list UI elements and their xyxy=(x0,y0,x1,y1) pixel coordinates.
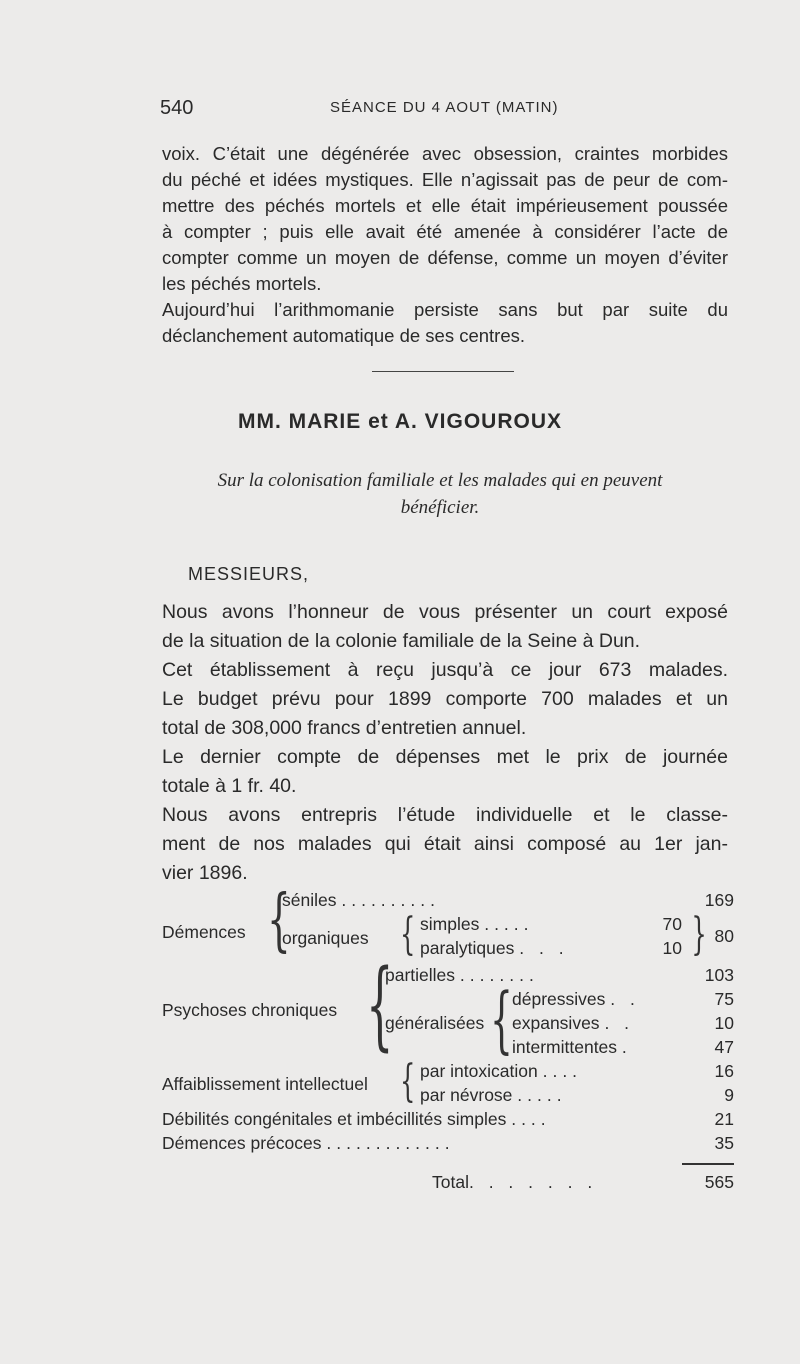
text-line: total de 308,000 francs d’entretien annuel. xyxy=(162,717,527,739)
leader-dots: ............. xyxy=(326,1133,455,1153)
value-nevrose: 9 xyxy=(724,1085,734,1105)
text-line: vier 1896. xyxy=(162,862,248,884)
page-number: 540 xyxy=(160,97,194,119)
row-debilites xyxy=(162,1109,551,1130)
row-depressives xyxy=(512,989,640,1010)
salutation: MESSIEURS, xyxy=(188,564,310,584)
text-line: Nous avons l’honneur de vous présenter un court exposé xyxy=(162,601,728,623)
row-label: dépressives xyxy=(512,989,606,1009)
value-partielles: 103 xyxy=(704,965,734,985)
value-intermittentes: 47 xyxy=(714,1037,734,1057)
leader-dots: . xyxy=(621,1037,632,1057)
row-simples xyxy=(420,914,534,935)
row-intoxication xyxy=(420,1061,582,1082)
row-label: intermittentes xyxy=(512,1037,618,1057)
affaiblissement-label: Affaiblissement intellectuel xyxy=(162,1074,368,1094)
text-line: les péchés mortels. xyxy=(162,273,322,294)
value-simples: 70 xyxy=(662,914,682,934)
brace-generalisees: { xyxy=(490,977,513,1061)
row-nevrose xyxy=(420,1085,567,1106)
row-partielles xyxy=(385,965,539,986)
value-total: 565 xyxy=(704,1172,734,1192)
brace-demences: { xyxy=(267,881,291,960)
leader-dots: ..... xyxy=(517,1085,567,1105)
psychoses-label: Psychoses chroniques xyxy=(162,1000,338,1020)
text-line: Nous avons entrepris l’étude individuelle et le classe- xyxy=(162,804,728,826)
value-debilites: 21 xyxy=(714,1109,734,1129)
row-label: par névrose xyxy=(420,1085,513,1105)
running-head: SÉANCE DU 4 AOUT (MATIN) xyxy=(330,99,559,116)
row-label: par intoxication xyxy=(420,1061,538,1081)
leader-dots: ..... xyxy=(484,914,534,934)
text-line: Le budget prévu pour 1899 comporte 700 malades et un xyxy=(162,688,728,710)
leader-dots: . . . . . . . xyxy=(468,1172,598,1192)
value-paralytiques: 10 xyxy=(662,938,682,958)
text-line: de la situation de la colonie familiale de la Seine à Dun. xyxy=(162,630,641,652)
row-label: expansives xyxy=(512,1013,600,1033)
generalisees-label: généralisées xyxy=(385,1013,485,1033)
brace-psychoses: { xyxy=(366,949,394,1061)
demences-label: Démences xyxy=(162,922,246,942)
article-authors: MM. MARIE et A. VIGOUROUX xyxy=(237,410,563,433)
row-label: Démences précoces xyxy=(162,1133,322,1153)
text-line: totale à 1 fr. 40. xyxy=(162,775,297,797)
text-line: déclanchement automatique de ses centres. xyxy=(162,325,526,346)
article-title-line: bénéficier. xyxy=(400,497,480,518)
brace-organiques-total: { xyxy=(691,909,707,960)
text-line: du péché et idées mystiques. Elle n’agissait pas de peur de com- xyxy=(162,169,728,190)
row-label: Total xyxy=(432,1172,469,1192)
leader-dots: . . . xyxy=(519,938,569,958)
value-organiques-total: 80 xyxy=(714,926,734,946)
text-line: mettre des péchés mortels et elle était impérieusement poussée xyxy=(162,195,728,216)
row-label: simples xyxy=(420,914,480,934)
section-divider xyxy=(372,371,514,372)
text-line: à compter ; puis elle avait été amenée à considérer l’acte de xyxy=(162,221,728,242)
row-label: paralytiques xyxy=(420,938,515,958)
row-label: séniles xyxy=(282,890,337,910)
total-rule xyxy=(682,1163,734,1165)
text-line: Aujourd’hui l’arithmomanie persiste sans but par suite du xyxy=(162,299,728,320)
value-intoxication: 16 xyxy=(714,1061,734,1081)
text-line: compter comme un moyen de défense, comme un moyen d’éviter xyxy=(162,247,728,268)
text-line: ment de nos malades qui était ainsi composé au 1er jan- xyxy=(162,833,728,855)
brace-organiques: { xyxy=(400,909,416,960)
leader-dots: ........ xyxy=(459,965,539,985)
row-label: Débilités congénitales et imbécillités simples xyxy=(162,1109,507,1129)
text-line: voix. C’était une dégénérée avec obsession, craintes morbides xyxy=(162,143,728,164)
leader-dots: .... xyxy=(542,1061,583,1081)
row-seniles xyxy=(282,890,440,911)
row-label: partielles xyxy=(385,965,456,985)
value-seniles: 169 xyxy=(704,890,734,910)
value-depressives: 75 xyxy=(714,989,734,1009)
row-intermittentes xyxy=(512,1037,632,1058)
row-precoces xyxy=(162,1133,455,1154)
leader-dots: .......... xyxy=(341,890,440,910)
text-line: Cet établissement à reçu jusqu’à ce jour 673 malades. xyxy=(162,659,728,681)
text-line: Le dernier compte de dépenses met le prix de journée xyxy=(162,746,728,768)
row-paralytiques xyxy=(420,938,569,959)
value-expansives: 10 xyxy=(714,1013,734,1033)
leader-dots: . . xyxy=(604,1013,635,1033)
row-expansives xyxy=(512,1013,634,1034)
brace-affaiblissement: { xyxy=(400,1056,416,1107)
value-precoces: 35 xyxy=(714,1133,734,1153)
leader-dots: . . xyxy=(610,989,640,1009)
row-total xyxy=(432,1172,597,1193)
organiques-label: organiques xyxy=(282,928,369,948)
leader-dots: .... xyxy=(511,1109,551,1129)
article-title-line: Sur la colonisation familiale et les malades qui en peuvent xyxy=(217,470,663,491)
